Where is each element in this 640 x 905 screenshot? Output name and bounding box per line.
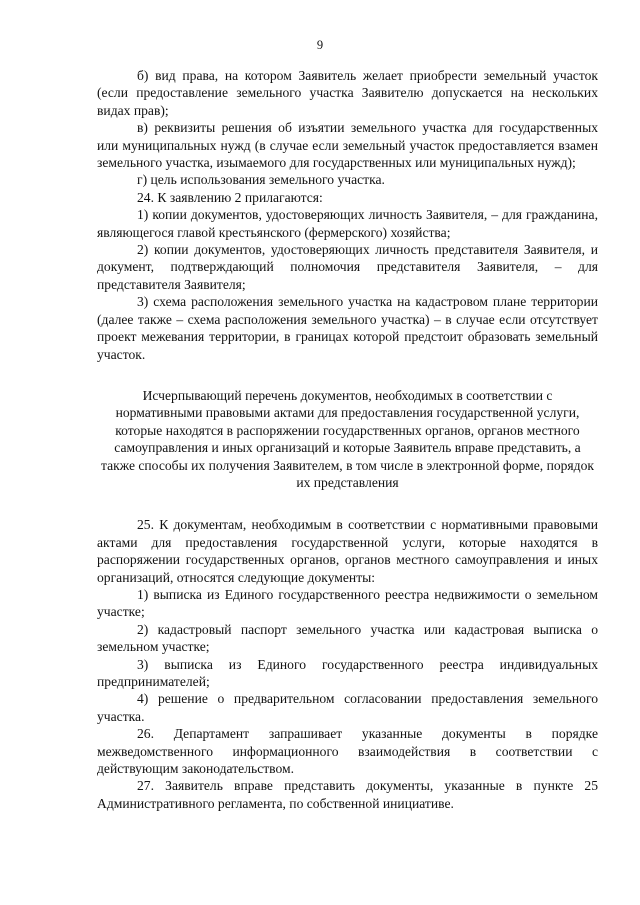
paragraph-24-item-2: 2) копии документов, удостоверяющих личность представителя Заявителя, и документ, подтверждающий полномочия представителя Заявителя, – для представителя Заявителя; [97,242,598,292]
paragraph-24-item-3: 3) схема расположения земельного участка на кадастровом плане территории (далее также – схема расположения земельного участка) – в случае если отсутствует проект межевания территории, в границах которой предстоит образовать земельный участок. [97,294,598,362]
page-number: 9 [316,38,324,52]
paragraph-24-item-1: 1) копии документов, удостоверяющих личность Заявителя, – для гражданина, являющегося главой крестьянского (фермерского) хозяйства; [97,207,598,240]
paragraph-24-attachments: 24. К заявлению 2 прилагаются: [137,189,323,205]
paragraph-b-right-type: б) вид права, на котором Заявитель желает приобрести земельный участок (если предоставление земельного участка Заявителю допускается на нескольких видах прав); [97,68,598,118]
paragraph-27-applicant-initiative: 27. Заявитель вправе представить документы, указанные в пункте 25 Административного регламента, по собственной инициативе. [97,778,598,811]
paragraph-25-item-1: 1) выписка из Единого государственного реестра недвижимости о земельном участке; [97,586,598,620]
paragraph-25-item-3: 3) выписка из Единого государственного реестра индивидуальных предпринимателей; [97,656,598,689]
paragraph-g-land-use-purpose: г) цель использования земельного участка. [137,172,385,188]
paragraph-25-item-2: 2) кадастровый паспорт земельного участка или кадастровая выписка о земельном участке; [97,621,598,655]
spacer [97,363,598,387]
paragraph-26-department-request: 26. Департамент запрашивает указанные документы в порядке межведомственного информационного взаимодействия в соответствии с действующим законодательством. [97,726,598,777]
paragraph-25-documents: 25. К документам, необходимым в соответствии с нормативными правовыми актами для предоставления государственной услуги, которые находятся в распоряжении государственных органов, органов местного самоуправления и иных организаций, относятся следующие документы: [97,517,598,585]
document-body [97,67,598,812]
spacer [97,491,598,516]
paragraph-25-item-4: 4) решение о предварительном согласовании предоставления земельного участка. [97,691,598,724]
section-heading: Исчерпывающий перечень документов, необходимых в соответствии с нормативными правовыми актами для предоставления государственной услуги, которые находятся в распоряжении государственных органов, органов местного самоуправления и иных организаций и которые Заявитель вправе представить, а также способы их получения Заявителем, в том числе в электронной форме, порядок их представления [100,387,595,490]
paragraph-v-seizure-details: в) реквизиты решения об изъятии земельного участка для государственных или муниципальных нужд (в случае если земельный участок предоставляется взамен земельного участка, изымаемого для государственных или муниципальных нужд); [97,120,598,171]
